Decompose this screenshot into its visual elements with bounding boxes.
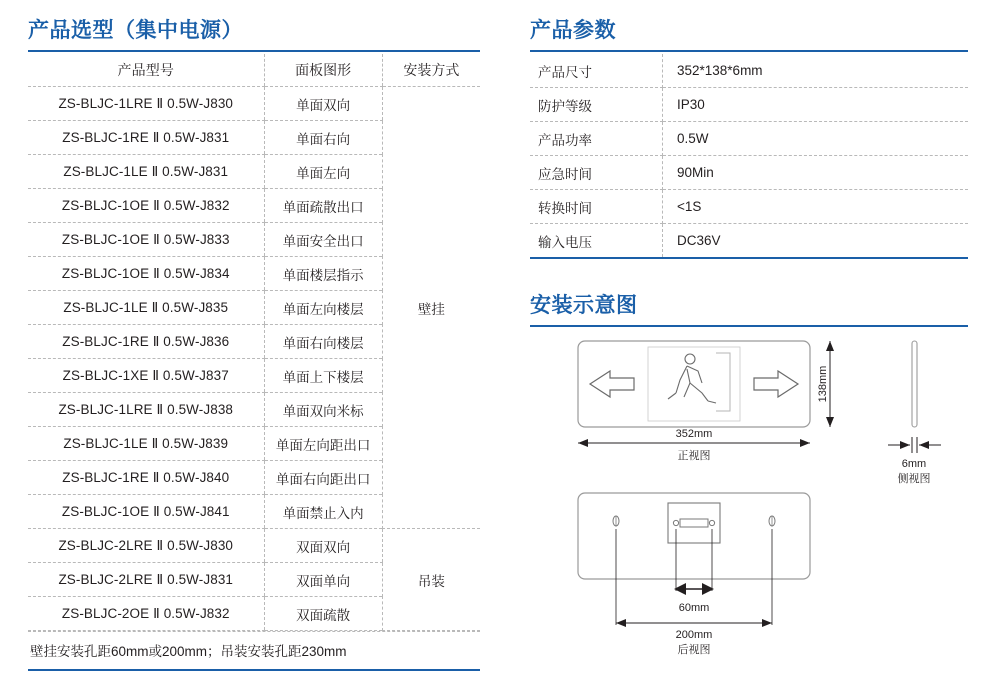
side-arrow-right: [919, 441, 929, 449]
cell-model: ZS-BLJC-1OE Ⅱ 0.5W-J832: [28, 189, 264, 223]
parameters-section: [530, 20, 968, 663]
cell-panel: 双面疏散: [264, 597, 382, 631]
cell-model: ZS-BLJC-2LRE Ⅱ 0.5W-J830: [28, 529, 264, 563]
cell-panel: 单面双向: [264, 87, 382, 121]
param-value: 90Min: [663, 156, 969, 190]
selection-footnote: 壁挂安装孔距60mm或200mm；吊装安装孔距230mm: [28, 631, 480, 671]
param-key: 防护等级: [530, 88, 663, 122]
table-row: [530, 54, 968, 88]
front-width-label: 352mm: [675, 428, 713, 440]
cell-panel: 双面单向: [264, 563, 382, 597]
cell-mount-wall: 壁挂: [382, 87, 480, 529]
cell-panel: 单面双向米标: [264, 393, 382, 427]
param-value: IP30: [663, 88, 969, 122]
param-key: 产品尺寸: [530, 54, 663, 88]
cell-panel: 单面右向: [264, 121, 382, 155]
diagram-title-rule: [530, 325, 968, 327]
front-width-arrow-right: [800, 439, 810, 447]
front-height-arrow-bottom: [826, 417, 834, 427]
param-key: 应急时间: [530, 156, 663, 190]
cell-model: ZS-BLJC-1RE Ⅱ 0.5W-J836: [28, 325, 264, 359]
cell-panel: 单面禁止入内: [264, 495, 382, 529]
cell-panel: 单面右向楼层: [264, 325, 382, 359]
table-row: [530, 88, 968, 122]
selection-title: 产品选型（集中电源）: [28, 19, 243, 42]
outer-arrow-right: [762, 619, 772, 627]
cell-model: ZS-BLJC-1RE Ⅱ 0.5W-J840: [28, 461, 264, 495]
table-row: [530, 122, 968, 156]
param-value: DC36V: [663, 224, 969, 259]
side-arrow-left: [900, 441, 910, 449]
front-view-caption: 正视图: [677, 450, 711, 462]
front-view-group: [578, 341, 834, 462]
table-row: [530, 224, 968, 259]
cell-panel: 单面上下楼层: [264, 359, 382, 393]
cell-mount-ceiling: 吊装: [382, 529, 480, 631]
back-view-caption: 后视图: [677, 644, 711, 656]
back-outer-label: 200mm: [675, 629, 713, 641]
cell-model: ZS-BLJC-1XE Ⅱ 0.5W-J837: [28, 359, 264, 393]
cell-model: ZS-BLJC-1LE Ⅱ 0.5W-J839: [28, 427, 264, 461]
back-screw-hole-inner-right: [709, 520, 714, 525]
selection-header-row: [28, 54, 480, 87]
front-height-label: 138mm: [817, 365, 829, 403]
front-width-arrow-left: [578, 439, 588, 447]
table-row: [28, 529, 480, 563]
back-screw-hole-inner-left: [673, 520, 678, 525]
back-mount-hole-left: [613, 516, 619, 526]
back-terminal-block: [680, 519, 708, 527]
param-key: 产品功率: [530, 122, 663, 156]
cell-panel: 单面疏散出口: [264, 189, 382, 223]
cell-model: ZS-BLJC-1LE Ⅱ 0.5W-J835: [28, 291, 264, 325]
selection-section: [28, 20, 480, 671]
parameters-table: [530, 54, 968, 259]
cell-model: ZS-BLJC-1OE Ⅱ 0.5W-J841: [28, 495, 264, 529]
param-value: 0.5W: [663, 122, 969, 156]
table-row: [28, 87, 480, 121]
table-row: [530, 190, 968, 224]
parameters-title-rule: [530, 50, 968, 52]
side-view-caption: 侧视图: [897, 473, 931, 485]
cell-model: ZS-BLJC-1RE Ⅱ 0.5W-J831: [28, 121, 264, 155]
param-value: <1S: [663, 190, 969, 224]
param-key: 输入电压: [530, 224, 663, 259]
diagram-section: [530, 295, 968, 327]
diagram-title: 安装示意图: [530, 294, 638, 317]
back-view-group: [578, 493, 810, 656]
parameters-title: 产品参数: [530, 19, 616, 42]
cell-panel: 单面楼层指示: [264, 257, 382, 291]
back-mount-hole-right: [769, 516, 775, 526]
installation-diagram: [530, 333, 968, 663]
cell-model: ZS-BLJC-1OE Ⅱ 0.5W-J834: [28, 257, 264, 291]
diagram-svg: [530, 333, 968, 663]
cell-panel: 单面安全出口: [264, 223, 382, 257]
side-view-body: [912, 341, 917, 427]
cell-model: ZS-BLJC-1LRE Ⅱ 0.5W-J838: [28, 393, 264, 427]
param-value: 352*138*6mm: [663, 54, 969, 88]
cell-panel: 单面右向距出口: [264, 461, 382, 495]
cell-model: ZS-BLJC-1OE Ⅱ 0.5W-J833: [28, 223, 264, 257]
cell-panel: 单面左向楼层: [264, 291, 382, 325]
selection-table: [28, 54, 480, 631]
cell-panel: 单面左向: [264, 155, 382, 189]
side-view-group: [888, 341, 941, 485]
selection-title-rule: [28, 50, 480, 52]
column-header-model: 产品型号: [28, 54, 264, 87]
cell-panel: 单面左向距出口: [264, 427, 382, 461]
cell-model: ZS-BLJC-2LRE Ⅱ 0.5W-J831: [28, 563, 264, 597]
param-key: 转换时间: [530, 190, 663, 224]
cell-model: ZS-BLJC-1LE Ⅱ 0.5W-J831: [28, 155, 264, 189]
front-height-arrow-top: [826, 341, 834, 351]
cell-model: ZS-BLJC-2OE Ⅱ 0.5W-J832: [28, 597, 264, 631]
table-row: [530, 156, 968, 190]
cell-model: ZS-BLJC-1LRE Ⅱ 0.5W-J830: [28, 87, 264, 121]
cell-panel: 双面双向: [264, 529, 382, 563]
outer-arrow-left: [616, 619, 626, 627]
side-thickness-label: 6mm: [901, 458, 927, 470]
back-inner-label: 60mm: [678, 602, 710, 614]
column-header-panel: 面板图形: [264, 54, 382, 87]
column-header-mount: 安装方式: [382, 54, 480, 87]
